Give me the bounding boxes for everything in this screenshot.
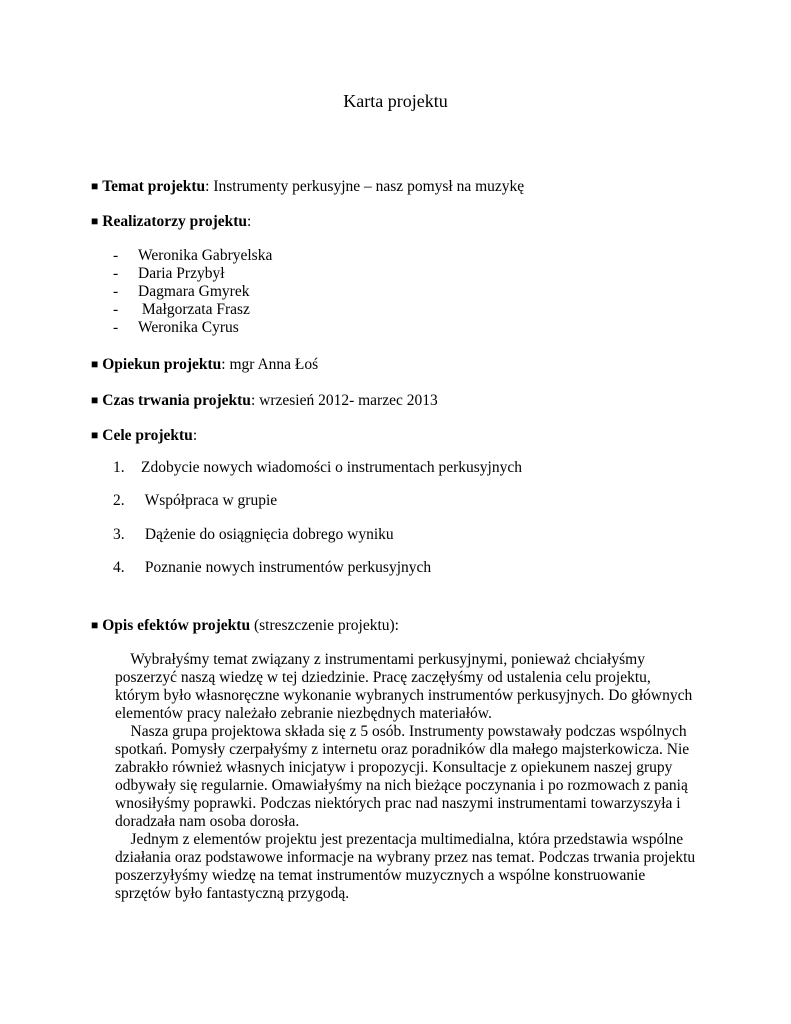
dash-marker: - (113, 301, 119, 318)
paragraph-line: Jednym z elementów projektu jest prezentacja multimedialna, która przedstawia wspólne (115, 831, 684, 848)
cel-text: Zdobycie nowych wiadomości o instrumentach perkusyjnych (141, 459, 522, 476)
paragraph-line: poszerzyłyśmy wiedzę na temat instrumentów muzycznych a wspólne konstruowanie (115, 867, 646, 884)
list-item (113, 319, 239, 337)
cel-text: Poznanie nowych instrumentów perkusyjnych (141, 559, 432, 576)
paragraph-line: którym było własnoręczne wykonanie wybranych instrumentów perkusyjnych. Do głównych (115, 687, 693, 704)
paragraph-line: zabrakło również własnych inicjatyw i propozycji. Konsultacje z opiekunem naszej grupy (115, 759, 673, 776)
paragraph-line: poszerzyć naszą wiedzę w tej dziedzinie. Pracę zaczęłyśmy od ustalenia celu projektu, (115, 669, 651, 686)
list-number: 3. (113, 526, 125, 543)
list-number: 4. (113, 559, 125, 576)
paragraph-line: spotkań. Pomysły czerpałyśmy z internetu oraz poradników dla małego majsterkowicza. Nie (115, 741, 690, 758)
opis-suffix: (streszczenie projektu): (250, 617, 399, 634)
realizatorzy-label: Realizatorzy projektu (102, 213, 248, 230)
cel-text: Współpraca w grupie (141, 492, 278, 509)
czas-sep: : (250, 392, 256, 409)
square-bullet-icon: ■ (91, 428, 99, 442)
temat-label: Temat projektu (102, 178, 206, 195)
realizator-name: Dagmara Gmyrek (138, 283, 250, 300)
realizator-name: Weronika Cyrus (138, 319, 239, 336)
square-bullet-icon: ■ (91, 618, 99, 632)
dash-marker: - (113, 319, 119, 336)
section-opiekun (91, 355, 318, 374)
square-bullet-icon: ■ (91, 357, 99, 371)
list-item (113, 301, 250, 319)
dash-marker: - (113, 247, 119, 264)
list-item (113, 459, 522, 477)
dash-marker: - (113, 283, 119, 300)
opiekun-value: mgr Anna Łoś (225, 356, 319, 373)
realizator-name: Daria Przybył (138, 265, 225, 282)
section-realizatorzy (91, 212, 251, 231)
list-item (113, 283, 249, 301)
temat-value: Instrumenty perkusyjne – nasz pomysł na muzykę (209, 178, 525, 195)
opis-paragraph (115, 651, 705, 903)
paragraph-line: doradzała nam osoba dorosła. (115, 813, 300, 830)
paragraph-line: działania oraz podstawowe informacje na wybrany przez nas temat. Podczas trwania projektu (115, 849, 696, 866)
list-item (113, 247, 272, 265)
opiekun-sep: : (221, 356, 226, 373)
list-item (113, 265, 225, 283)
opis-label: Opis efektów projektu (102, 617, 251, 634)
dash-marker: - (113, 265, 119, 282)
list-number: 2. (113, 492, 125, 509)
square-bullet-icon: ■ (91, 214, 99, 228)
cele-label: Cele projektu (102, 427, 193, 444)
paragraph-line: wnosiłyśmy poprawki. Podczas niektórych prac nad naszymi instrumentami towarzyszyła i (115, 795, 681, 812)
page-title: Karta projektu (343, 91, 448, 111)
list-item (113, 492, 277, 510)
square-bullet-icon: ■ (91, 393, 99, 407)
realizator-name: Weronika Gabryelska (138, 247, 273, 264)
list-item (113, 559, 431, 577)
czas-label: Czas trwania projektu (102, 392, 251, 409)
cele-sep: : (192, 427, 198, 444)
czas-value: wrzesień 2012- marzec 2013 (255, 392, 438, 409)
paragraph-line: Nasza grupa projektowa składa się z 5 osób. Instrumenty powstawały podczas wspólnych (115, 723, 687, 740)
paragraph-line: sprzętów było fantastyczną przygodą. (115, 885, 350, 902)
square-bullet-icon: ■ (91, 179, 99, 193)
section-opis (91, 616, 399, 635)
temat-sep: : (205, 178, 210, 195)
realizatorzy-sep: : (247, 213, 252, 230)
section-temat (91, 177, 524, 196)
paragraph-line: odbywały się regularnie. Omawiałyśmy na nich bieżące poczynania i po rozmowach z panią (115, 777, 688, 794)
list-number: 1. (113, 459, 125, 476)
section-cele (91, 426, 197, 445)
paragraph-line: Wybrałyśmy temat związany z instrumentami perkusyjnymi, ponieważ chciałyśmy (115, 651, 645, 668)
realizator-name: Małgorzata Frasz (138, 301, 250, 318)
list-item (113, 526, 394, 544)
section-czas (91, 391, 438, 410)
cel-text: Dążenie do osiągnięcia dobrego wyniku (141, 526, 394, 543)
opiekun-label: Opiekun projektu (102, 356, 222, 373)
paragraph-line: elementów pracy należało zebranie niezbędnych materiałów. (115, 705, 492, 722)
